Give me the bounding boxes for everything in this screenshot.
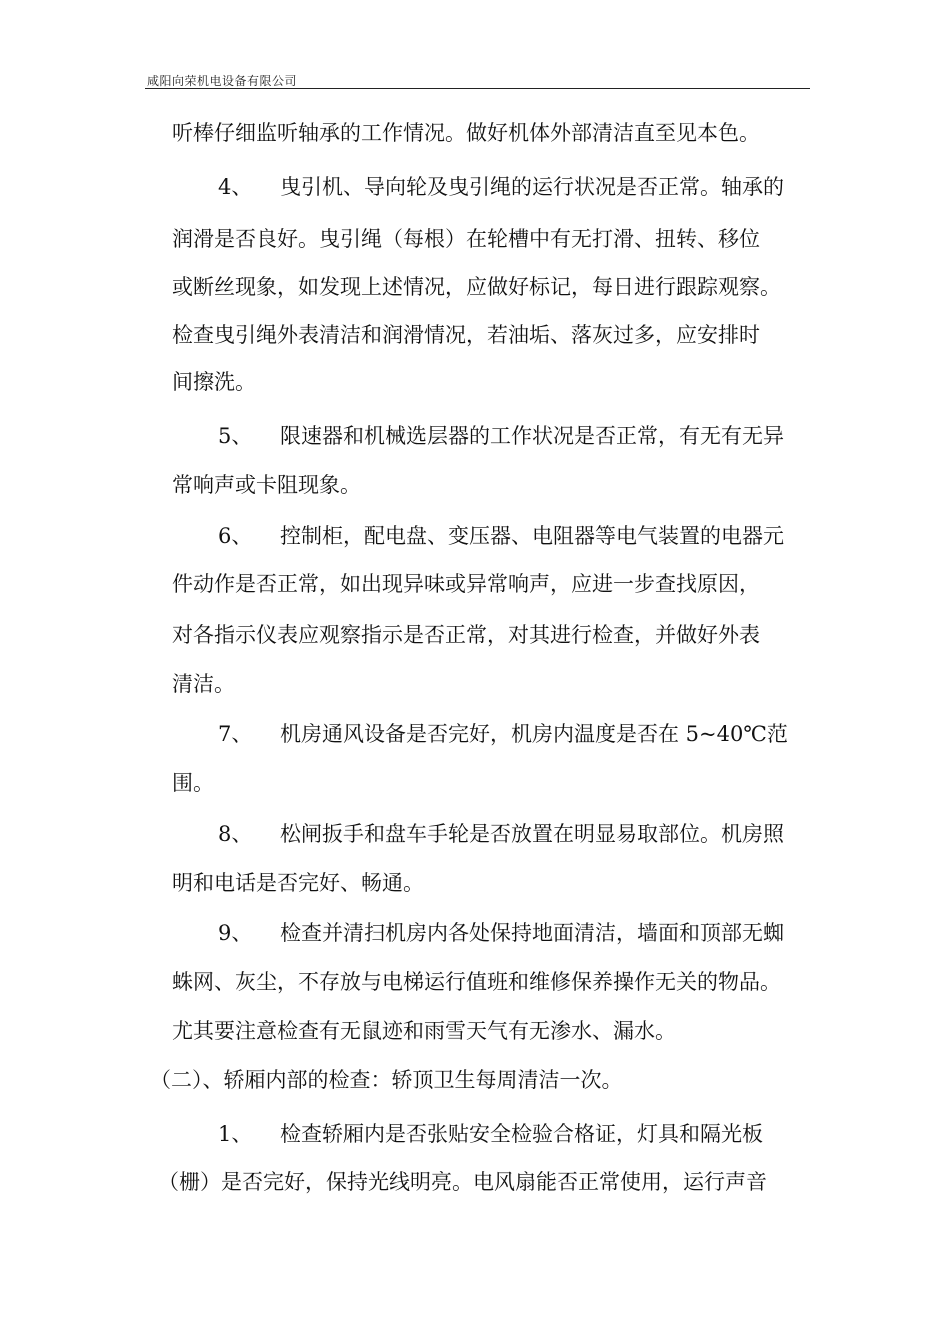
text-line: 清洁。 bbox=[172, 672, 235, 696]
text-line: 或断丝现象，如发现上述情况，应做好标记，每日进行跟踪观察。 bbox=[172, 275, 781, 299]
text-line: 件动作是否正常，如出现异味或异常响声，应进一步查找原因， bbox=[172, 572, 760, 596]
text-line: 围。 bbox=[172, 771, 214, 795]
item-5-text: 限速器和机械选层器的工作状况是否正常，有无有无异 bbox=[280, 424, 784, 448]
item-4-text: 曳引机、导向轮及曳引绳的运行状况是否正常。轴承的 bbox=[280, 175, 784, 199]
item-9-text: 检查并清扫机房内各处保持地面清洁，墙面和顶部无蜘 bbox=[280, 921, 784, 945]
item-number-1: 1、 bbox=[218, 1122, 253, 1146]
item-number-9: 9、 bbox=[218, 921, 253, 945]
item-number-8: 8、 bbox=[218, 822, 253, 846]
item-8-text: 松闸扳手和盘车手轮是否放置在明显易取部位。机房照 bbox=[280, 822, 784, 846]
text-line: 明和电话是否完好、畅通。 bbox=[172, 871, 424, 895]
header-rule bbox=[145, 88, 810, 89]
text-line: 听棒仔细监听轴承的工作情况。做好机体外部清洁直至见本色。 bbox=[172, 121, 760, 145]
text-line: 间擦洗。 bbox=[172, 370, 256, 394]
item-number-6: 6、 bbox=[218, 524, 253, 548]
item-1-text: 检查轿厢内是否张贴安全检验合格证，灯具和隔光板 bbox=[280, 1122, 763, 1146]
text-line: 对各指示仪表应观察指示是否正常，对其进行检查，并做好外表 bbox=[172, 623, 760, 647]
text-line: 常响声或卡阻现象。 bbox=[172, 473, 361, 497]
item-number-7: 7、 bbox=[218, 722, 253, 746]
text-line: 检查曳引绳外表清洁和润滑情况，若油垢、落灰过多，应安排时 bbox=[172, 323, 760, 347]
page-header-company: 咸阳向荣机电设备有限公司 bbox=[147, 74, 298, 88]
text-line: 尤其要注意检查有无鼠迹和雨雪天气有无渗水、漏水。 bbox=[172, 1019, 676, 1043]
item-number-4: 4、 bbox=[218, 175, 253, 199]
item-number-5: 5、 bbox=[218, 424, 253, 448]
text-line: （栅）是否完好，保持光线明亮。电风扇能否正常使用，运行声音 bbox=[158, 1170, 767, 1194]
text-line: 润滑是否良好。曳引绳（每根）在轮槽中有无打滑、扭转、移位 bbox=[172, 227, 760, 251]
section-heading: （二）、轿厢内部的检查：轿顶卫生每周清洁一次。 bbox=[150, 1068, 623, 1092]
item-6-text: 控制柜，配电盘、变压器、电阻器等电气装置的电器元 bbox=[280, 524, 784, 548]
item-7-text: 机房通风设备是否完好，机房内温度是否在 5~40℃范 bbox=[280, 722, 788, 746]
text-line: 蛛网、灰尘，不存放与电梯运行值班和维修保养操作无关的物品。 bbox=[172, 970, 781, 994]
